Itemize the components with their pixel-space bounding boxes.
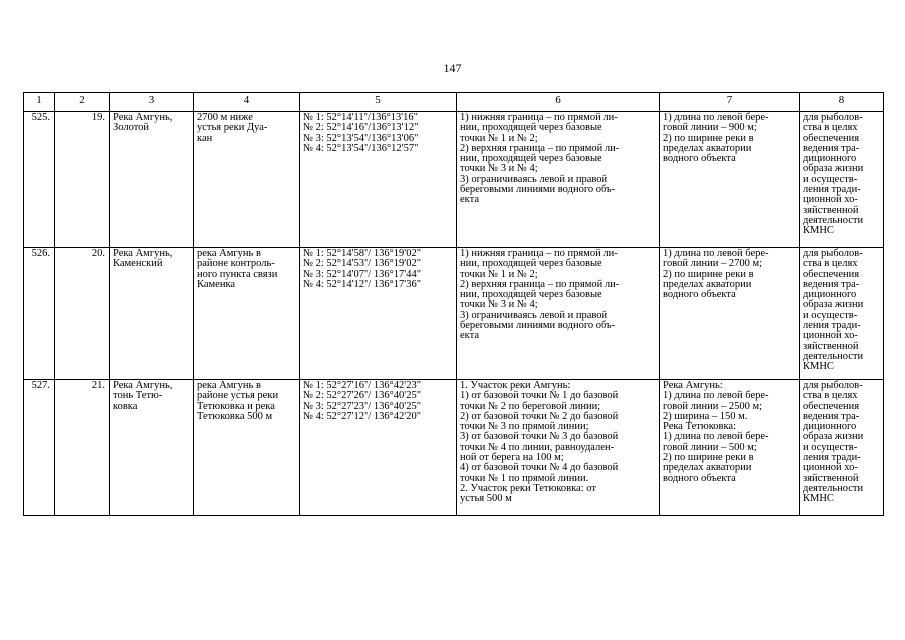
sub-number-cell: 19.: [55, 112, 110, 248]
cell-line: КМНС: [803, 361, 834, 373]
cell-line: диционного: [803, 153, 857, 165]
cell-line: зяйственной: [803, 472, 859, 484]
cell-line: образа жизни: [803, 163, 864, 175]
cell-line: ковка: [113, 400, 138, 412]
cell-line: Река Амгунь,: [113, 380, 173, 391]
cell-line: обеспечения: [803, 268, 860, 280]
cell-line: и осуществ-: [803, 309, 858, 321]
cell-line: пределах акватории: [663, 278, 752, 290]
cell-line: устья 500 м: [460, 493, 512, 505]
cell-line: и осуществ-: [803, 441, 858, 453]
cell-line: кан: [197, 132, 213, 144]
column-header: 6: [457, 93, 660, 112]
cell-line: ства в целях: [803, 258, 858, 270]
cell-line: диционного: [803, 289, 857, 301]
cell-line: диционного: [803, 421, 857, 433]
cell-line: для рыболов-: [803, 380, 863, 391]
cell-line: № 4: 52°13'54"/136°12'57": [303, 142, 419, 154]
cell-line: точки № 3 по прямой линии;: [460, 421, 589, 433]
row-number-cell: 525.: [24, 112, 55, 248]
cell-line: точки № 1 по прямой линии.: [460, 472, 589, 484]
cell-line: нии, проходящей через базовые: [460, 289, 602, 301]
cell-line: Каменка: [197, 278, 236, 290]
borders-cell: [457, 248, 660, 380]
cell-line: № 2: 52°14'53"/ 136°19'02": [303, 258, 421, 270]
cell-line: 1) нижняя граница – по прямой ли-: [460, 112, 618, 123]
cell-line: ведения тра-: [803, 278, 860, 290]
location-cell: [194, 112, 300, 248]
cell-line: 3) ограничиваясь левой и правой: [460, 173, 608, 185]
cell-line: для рыболов-: [803, 248, 863, 259]
cell-line: 2) верхняя граница – по прямой ли-: [460, 278, 620, 290]
size-cell: [660, 248, 800, 380]
row-number-cell: 526.: [24, 248, 55, 380]
cell-line: 2) от базовой точки № 2 до базовой: [460, 410, 619, 422]
cell-line: зяйственной: [803, 204, 859, 216]
cell-line: ведения тра-: [803, 142, 860, 154]
sub-number-cell: 21.: [55, 380, 110, 516]
cell-line: 3) от базовой точки № 3 до базовой: [460, 431, 619, 443]
column-header: 8: [800, 93, 884, 112]
site-name-cell: [110, 248, 194, 380]
cell-line: образа жизни: [803, 299, 864, 311]
cell-line: 2) по ширине реки в: [663, 132, 754, 144]
cell-line: нии, проходящей через базовые: [460, 122, 602, 134]
cell-line: тонь Тетю-: [113, 390, 163, 402]
cell-line: 1) от базовой точки № 1 до базовой: [460, 390, 619, 402]
cell-line: деятельности: [803, 482, 864, 494]
table-row: [24, 248, 884, 380]
cell-line: 2) ширина – 150 м.: [663, 410, 748, 422]
cell-line: пределах акватории: [663, 142, 752, 154]
table-row: [24, 112, 884, 248]
cell-line: пределах акватории: [663, 462, 752, 474]
cell-line: № 3: 52°13'54"/136°13'06": [303, 132, 419, 144]
cell-line: ционной хо-: [803, 462, 858, 474]
cell-line: Тетюковка 500 м: [197, 410, 273, 422]
row-number-cell: 527.: [24, 380, 55, 516]
cell-line: устья реки Дуа-: [197, 122, 268, 134]
column-header: 5: [300, 93, 457, 112]
cell-line: № 4: 52°27'12"/ 136°42'20": [303, 410, 421, 422]
coordinates-cell: [300, 380, 457, 516]
cell-line: и осуществ-: [803, 173, 858, 185]
cell-line: точки № 2 по береговой линии;: [460, 400, 601, 412]
column-header: 7: [660, 93, 800, 112]
coordinates-cell: [300, 112, 457, 248]
cell-line: точки № 1 и № 2;: [460, 268, 538, 280]
cell-line: районе контроль-: [197, 258, 275, 270]
cell-line: ведения тра-: [803, 410, 860, 422]
cell-line: № 1: 52°14'58"/ 136°19'02": [303, 248, 421, 259]
cell-line: образа жизни: [803, 431, 864, 443]
cell-line: береговыми линиями водного объ-: [460, 320, 616, 332]
cell-line: говой линии – 500 м;: [663, 441, 757, 453]
cell-line: 1) длина по левой бере-: [663, 431, 769, 443]
header-row: [24, 93, 884, 112]
cell-line: № 2: 52°14'16"/136°13'12": [303, 122, 419, 134]
site-name-cell: [110, 112, 194, 248]
cell-line: № 1: 52°27'16"/ 136°42'23": [303, 380, 421, 391]
cell-line: 1) длина по левой бере-: [663, 112, 769, 123]
cell-line: для рыболов-: [803, 112, 863, 123]
cell-line: деятельности: [803, 214, 864, 226]
page-number: 147: [443, 61, 462, 75]
cell-line: зяйственной: [803, 340, 859, 352]
cell-line: 1. Участок реки Амгунь:: [460, 380, 571, 391]
cell-line: № 1: 52°14'11"/136°13'16": [303, 112, 418, 123]
cell-line: точки № 3 и № 4;: [460, 299, 538, 311]
cell-line: река Амгунь в: [197, 248, 261, 259]
cell-line: екта: [460, 194, 480, 206]
cell-line: ления тради-: [803, 452, 861, 464]
borders-cell: [457, 380, 660, 516]
column-header: 1: [24, 93, 55, 112]
coordinates-cell: [300, 248, 457, 380]
size-cell: [660, 380, 800, 516]
cell-line: ционной хо-: [803, 330, 858, 342]
cell-line: ства в целях: [803, 122, 858, 134]
cell-line: водного объекта: [663, 472, 736, 484]
cell-line: КМНС: [803, 493, 834, 505]
cell-line: нии, проходящей через базовые: [460, 153, 602, 165]
cell-line: ления тради-: [803, 320, 861, 332]
cell-line: № 3: 52°27'23"/ 136°40'25": [303, 400, 421, 412]
cell-line: говой линии – 900 м;: [663, 122, 757, 134]
cell-line: береговыми линиями водного объ-: [460, 184, 616, 196]
cell-line: районе устья реки: [197, 390, 279, 402]
sub-number-cell: 20.: [55, 248, 110, 380]
cell-line: ного пункта связи: [197, 268, 278, 280]
cell-line: Тетюковка и река: [197, 400, 275, 412]
cell-line: Река Амгунь:: [663, 380, 723, 391]
cell-line: река Амгунь в: [197, 380, 261, 391]
cell-line: Золотой: [113, 122, 150, 134]
cell-line: Каменский: [113, 258, 163, 270]
cell-line: говой линии – 2500 м;: [663, 400, 763, 412]
size-cell: [660, 112, 800, 248]
purpose-cell: [800, 112, 884, 248]
cell-line: 2) по ширине реки в: [663, 452, 754, 464]
cell-line: нии, проходящей через базовые: [460, 258, 602, 270]
cell-line: 2) по ширине реки в: [663, 268, 754, 280]
cell-line: ной от берега на 100 м;: [460, 452, 564, 464]
cell-line: № 3: 52°14'07"/ 136°17'44": [303, 268, 421, 280]
cell-line: 2700 м ниже: [197, 112, 253, 123]
column-header: 3: [110, 93, 194, 112]
cell-line: Река Амгунь,: [113, 112, 173, 123]
column-header: 2: [55, 93, 110, 112]
cell-line: 2) верхняя граница – по прямой ли-: [460, 142, 620, 154]
column-header: 4: [194, 93, 300, 112]
cell-line: 3) ограничиваясь левой и правой: [460, 309, 608, 321]
cell-line: 4) от базовой точки № 4 до базовой: [460, 462, 619, 474]
table-row: [24, 380, 884, 516]
purpose-cell: [800, 380, 884, 516]
cell-line: деятельности: [803, 350, 864, 362]
cell-line: ления тради-: [803, 184, 861, 196]
cell-line: № 4: 52°14'12"/ 136°17'36": [303, 278, 421, 290]
cell-line: екта: [460, 330, 480, 342]
cell-line: 1) длина по левой бере-: [663, 248, 769, 259]
cell-line: точки № 1 и № 2;: [460, 132, 538, 144]
borders-cell: [457, 112, 660, 248]
cell-line: обеспечения: [803, 132, 860, 144]
cell-line: обеспечения: [803, 400, 860, 412]
cell-line: ционной хо-: [803, 194, 858, 206]
purpose-cell: [800, 248, 884, 380]
register-table: [23, 92, 884, 516]
cell-line: № 2: 52°27'26"/ 136°40'25": [303, 390, 421, 402]
cell-line: 1) длина по левой бере-: [663, 390, 769, 402]
cell-line: 1) нижняя граница – по прямой ли-: [460, 248, 618, 259]
cell-line: ства в целях: [803, 390, 858, 402]
location-cell: [194, 248, 300, 380]
cell-line: водного объекта: [663, 153, 736, 165]
cell-line: водного объекта: [663, 289, 736, 301]
cell-line: Река Амгунь,: [113, 248, 173, 259]
cell-line: говой линии – 2700 м;: [663, 258, 763, 270]
cell-line: КМНС: [803, 225, 834, 237]
location-cell: [194, 380, 300, 516]
cell-line: точки № 4 по линии, равноудален-: [460, 441, 615, 453]
cell-line: точки № 3 и № 4;: [460, 163, 538, 175]
cell-line: Река Тетюковка:: [663, 421, 736, 433]
cell-line: 2. Участок реки Тетюковка: от: [460, 482, 596, 494]
site-name-cell: [110, 380, 194, 516]
